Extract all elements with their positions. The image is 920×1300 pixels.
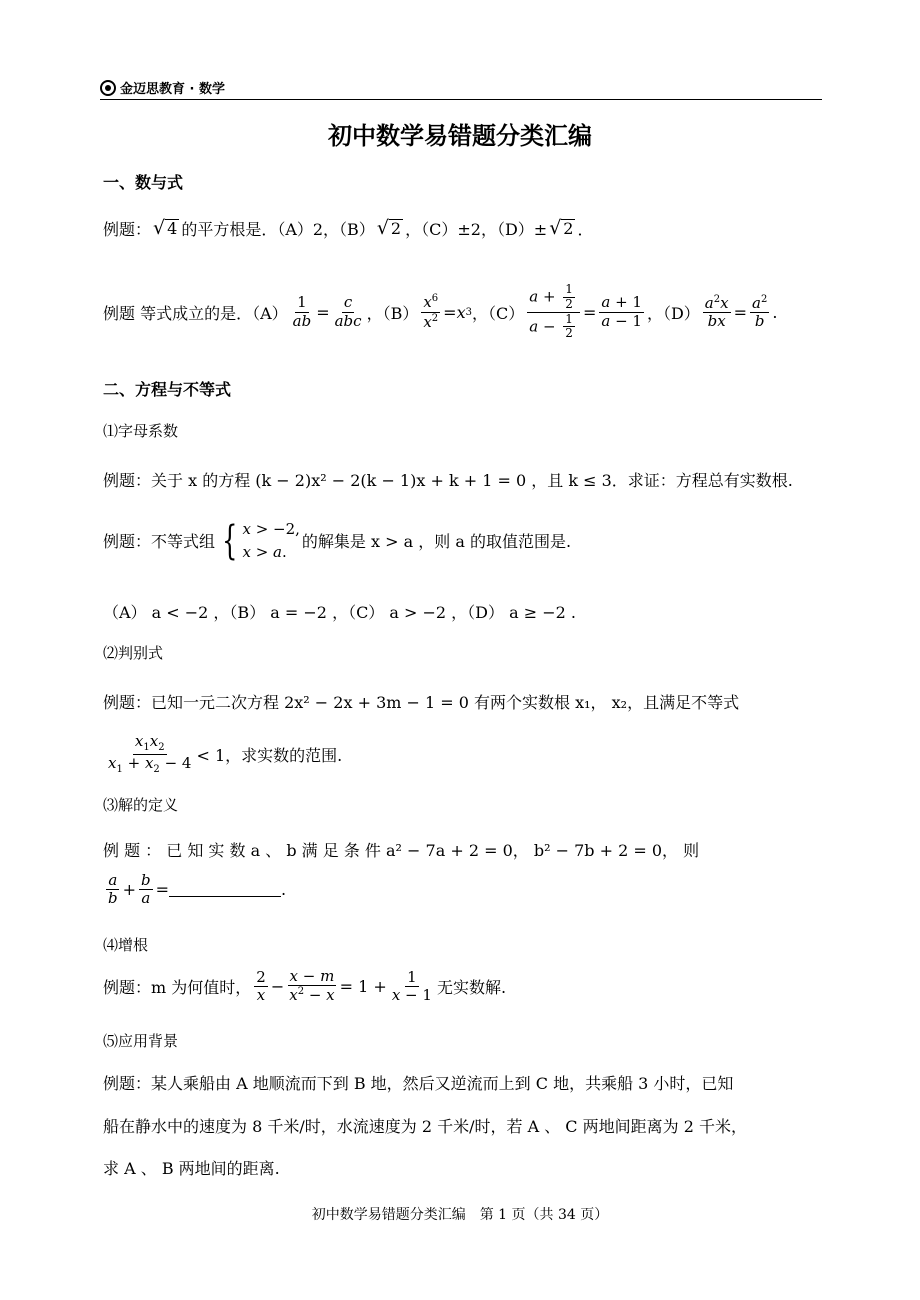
example-8-line-2: 船在静水中的速度为 8 千米/时，水流速度为 2 千米/时，若 A 、 C 两地间距离为 2 千米， — [103, 1117, 747, 1136]
example-2: 例题 等式成立的是．（A） $\frac{1}{ab}$ = $\frac{c}{\text{abc}}$ ，（B） $\frac{x^6}{x^2}$ = x 3 ，（C） a + $\frac{1}{2}$ a − $\frac{1}{2}$ = $\frac{a + 1}{a - 1}$ ，（D） $\frac{a^2x}{bx}$ = $\frac{a^2}{b}$ . — [103, 281, 778, 341]
inequality-system: { x > −2, x > a. — [222, 517, 300, 564]
example-4: 例题：不等式组 { x > −2, x > a. 的解集是 x > a ，则 a 的取值范围是. — [103, 517, 572, 564]
page-footer: 初中数学易错题分类汇编 第 1 页（共 34 页） — [311, 1207, 609, 1223]
subsection-4: ⑷增根 — [103, 936, 149, 954]
example-8-line-1: 例题：某人乘船由 A 地顺流而下到 B 地，然后又逆流而上到 C 地，共乘船 3 小时，已知 — [103, 1074, 734, 1093]
subsection-1: ⑴字母系数 — [103, 422, 179, 440]
example-7: 例题：m 为何值时， $\frac{2}{x}$ − $\frac{x - m}{x^2 - x}$ = 1 + $\frac{1}{x - 1}$ 无实数解. — [103, 967, 507, 1005]
subsection-3: ⑶解的定义 — [103, 796, 179, 814]
answer-blank — [169, 882, 281, 897]
example-5-line-1: 例题：已知一元二次方程 2x² − 2x + 3m − 1 = 0 有两个实数根 x₁， x₂，且满足不等式 — [103, 693, 740, 712]
example-3: 例题：关于 x 的方程 (k − 2)x² − 2(k − 1)x + k + 1 = 0 ，且 k ≤ 3．求证：方程总有实数根. — [103, 471, 793, 490]
example-4-options: （A） a < −2 ，（B） a = −2 ，（C） a > −2 ，（D） a ≥ −2 . — [103, 603, 576, 622]
example-6-line-1: 例 题 ： 已 知 实 数 a 、 b 满 足 条 件 a² − 7a + 2 = 0， b² − 7b + 2 = 0， 则 — [103, 841, 700, 860]
logo-icon — [100, 80, 116, 96]
header-brand: 金迈思教育 · 数学 — [100, 78, 225, 97]
section-heading-2: 二、方程与不等式 — [103, 380, 232, 399]
example-1: 例题： √ 4 的平方根是．（A）2，（B） √ 2 ，（C）±2，（D）± √ 2 ． — [103, 217, 594, 239]
example-5-line-2: $\frac{x_1x_2}{x_1 + x_2 - 4}$ < 1，求实数的范围. — [108, 732, 343, 775]
section-heading-1: 一、数与式 — [103, 173, 184, 192]
example-6-line-2: $\frac{a}{b}$ + $\frac{b}{a}$ = . — [108, 871, 287, 908]
sqrt-4: √ 4 — [153, 217, 178, 239]
subsection-2: ⑵判别式 — [103, 644, 164, 662]
page-title: 初中数学易错题分类汇编 — [328, 122, 592, 150]
header-rule — [100, 99, 822, 100]
example-8-line-3: 求 A 、 B 两地间的距离. — [103, 1159, 280, 1178]
subsection-5: ⑸应用背景 — [103, 1032, 179, 1050]
